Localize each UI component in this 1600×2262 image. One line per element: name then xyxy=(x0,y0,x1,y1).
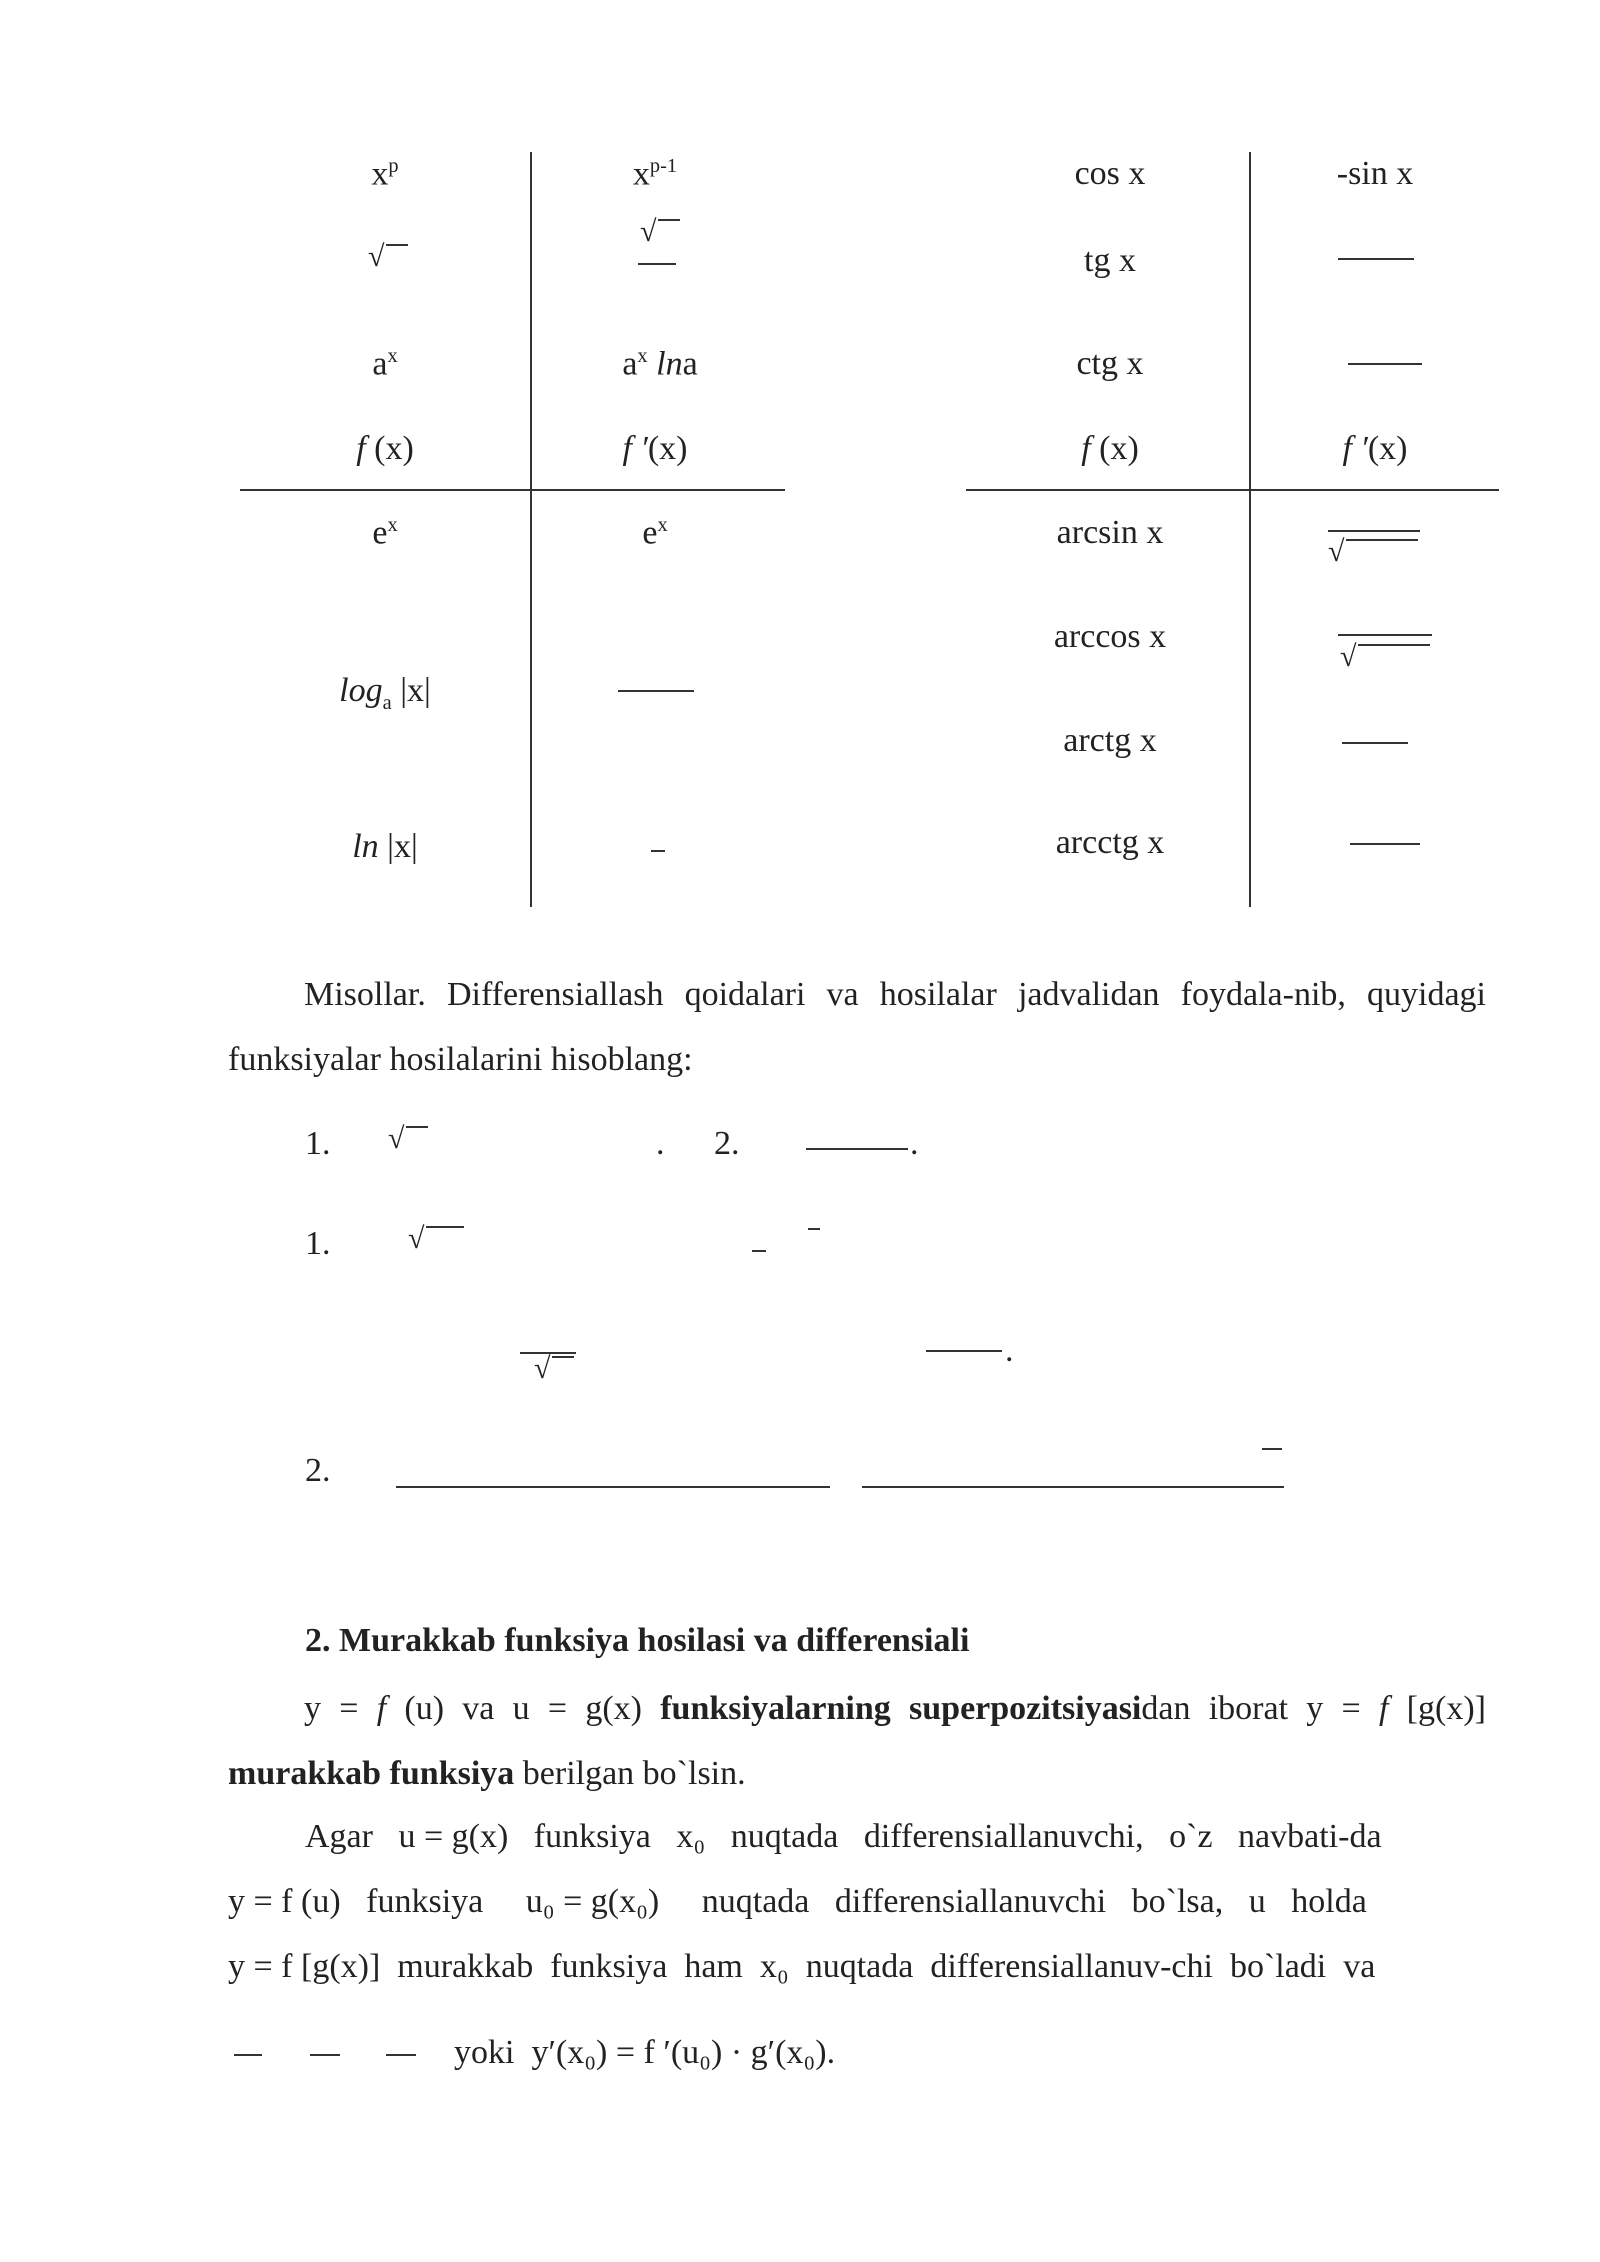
intro-paragraph: Misollar. Differensiallash qoidalari va hosilalar jadvalidan foydala-nib, quyidagi funksiyalar hosilalarini hisoblang: xyxy=(228,976,1486,1078)
section-p2-line-3: y = f [g(x)] murakkab funksiya ham x₀ nuqtada differensiallanuv-chi bo`ladi va xyxy=(228,1948,1376,1985)
cell-ln: ln |x| xyxy=(352,828,418,865)
header-function: f (x) xyxy=(356,430,414,467)
example-number-2: 2. xyxy=(714,1125,740,1162)
fraction-bar xyxy=(396,1486,830,1488)
fraction-bar xyxy=(310,2054,340,2056)
header-function-right: f (x) xyxy=(1081,430,1139,467)
fraction-bar xyxy=(752,1250,766,1252)
sqrt-symbol: √ xyxy=(368,240,384,274)
example-1-period: . xyxy=(656,1125,665,1162)
fraction-bar xyxy=(1262,1448,1282,1450)
fraction-bar xyxy=(862,1486,1284,1488)
sqrt-symbol: √ xyxy=(534,1352,550,1386)
cell-xp: $x^p$ xyxy=(371,155,399,193)
section-p2-line-4: yoki y′(x₀) = f ′(u₀) · g′(x₀). xyxy=(454,2034,836,2071)
section-p2-line-1: Agar u = g(x) funksiya x₀ nuqtada differensiallanuvchi, o`z navbati-da xyxy=(305,1818,1382,1855)
table-right-divider xyxy=(1249,152,1251,907)
fraction-bar xyxy=(1342,742,1408,744)
cell-arccos: arccos x xyxy=(1053,618,1167,655)
fraction-bar xyxy=(1350,843,1420,845)
cell-ex-derivative: $e^x$ xyxy=(642,514,668,552)
cell-ax: $a^x$ xyxy=(372,345,398,383)
fraction-bar xyxy=(808,1228,820,1230)
cell-arctg: arctg x xyxy=(1063,722,1157,759)
table-left-divider xyxy=(530,152,532,907)
fraction-bar xyxy=(638,263,676,265)
cell-arcctg: arcctg x xyxy=(1055,824,1165,861)
fraction-bar xyxy=(1338,258,1414,260)
section-heading: 2. Murakkab funksiya hosilasi va differensiali xyxy=(305,1622,970,1659)
cell-ex: $e^x$ xyxy=(372,514,398,552)
cell-arcsin: arcsin x xyxy=(1056,514,1164,551)
sqrt-symbol: √ xyxy=(1340,640,1356,674)
fraction-bar xyxy=(926,1350,1002,1352)
fraction-bar xyxy=(806,1148,908,1150)
cell-xp-derivative: $x^{p-1}$ xyxy=(632,155,678,193)
fraction-bar xyxy=(1348,363,1422,365)
cell-ax-derivative: $a^x$ lna xyxy=(622,345,698,383)
example-2-period: . xyxy=(910,1125,919,1162)
cell-cos-derivative: -sin x xyxy=(1336,155,1414,192)
fraction-bar xyxy=(1328,530,1420,532)
fraction-bar xyxy=(618,690,694,692)
fraction-bar xyxy=(1338,634,1432,636)
sqrt-fraction-symbol: √ xyxy=(640,215,656,249)
fraction-bar xyxy=(386,2054,416,2056)
header-derivative: f ′(x) xyxy=(622,430,688,467)
example-number-1: 1. xyxy=(305,1125,331,1162)
table-left-header-rule xyxy=(240,489,785,491)
section-paragraph-1: y = f (u) va u = g(x) funksiyalarning superpozitsiyasidan iborat y = f [g(x)] murakkab funksiya berilgan bo`lsin. xyxy=(228,1690,1486,1792)
sqrt-symbol: √ xyxy=(408,1222,424,1256)
cell-ctg: ctg x xyxy=(1076,345,1144,382)
section-p2-line-2: y = f (u) funksiya u₀ = g(x₀) nuqtada differensiallanuvchi bo`lsa, u holda xyxy=(228,1883,1367,1920)
solution-1-period: . xyxy=(1005,1332,1014,1369)
solution-number-1: 1. xyxy=(305,1225,331,1262)
header-derivative-right: f ′(x) xyxy=(1342,430,1408,467)
cell-tg: tg x xyxy=(1084,242,1136,279)
cell-log: $\log_a |x|$ xyxy=(339,672,431,714)
fraction-bar xyxy=(234,2054,262,2056)
cell-cos: cos x xyxy=(1074,155,1146,192)
sqrt-symbol: √ xyxy=(1328,535,1344,569)
table-right-header-rule xyxy=(966,489,1499,491)
fraction-bar xyxy=(651,850,665,852)
solution-number-2: 2. xyxy=(305,1452,331,1489)
sqrt-symbol: √ xyxy=(388,1122,404,1156)
